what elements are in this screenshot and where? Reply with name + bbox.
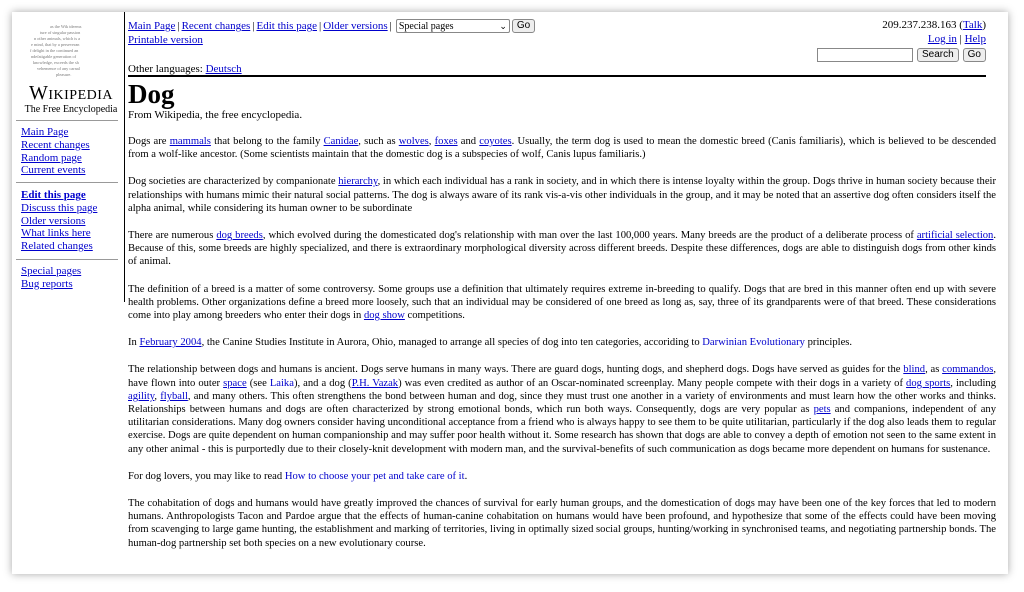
account-links: Log in | Help [927, 33, 986, 45]
text: . Because of this, some breeds are highly specialized, and there is extraordinary morphological diversity across different breeds. Despite these differences, dogs are able to distinguish dogs from other kinds of animal. [128, 230, 997, 268]
top-nav-row [128, 19, 535, 33]
paragraph [128, 363, 996, 455]
search-button[interactable]: Search [917, 48, 959, 62]
user-ip-info: 209.237.238.163 (Talk) [882, 19, 986, 31]
svg-text:ture of singular passion: ture of singular passion [40, 30, 81, 35]
link-dog-sports[interactable]: dog sports [906, 377, 951, 389]
ip-address: 209.237.238.163 [882, 19, 957, 31]
search-form [817, 46, 986, 64]
link-how-to-choose-your-pet[interactable]: How to choose your pet and take care of it [284, 470, 465, 482]
text: In [128, 337, 140, 349]
paragraph [128, 470, 996, 483]
text: , the Canine Studies Institute in Aurora, Ohio, managed to arrange all species of dog into ten categories, accoriding to [201, 337, 703, 349]
paragraph [128, 283, 996, 323]
sidebar-item-older-versions[interactable]: Older versions [21, 214, 86, 227]
link-hierarchy[interactable]: hierarchy [338, 176, 378, 188]
sidebar-nav-group-2 [21, 189, 97, 253]
top-nav-recent-changes[interactable]: Recent changes [181, 20, 251, 32]
paragraph [128, 229, 996, 269]
paragraph [128, 497, 996, 550]
sidebar-divider [16, 182, 118, 183]
help-link[interactable]: Help [964, 33, 986, 45]
text: , including [950, 377, 997, 389]
link-coyotes[interactable]: coyotes [479, 136, 512, 147]
text: , [154, 390, 161, 402]
link-darwinian-evolutionary[interactable]: Darwinian Evolutionary [702, 337, 805, 349]
paragraph [128, 175, 996, 215]
sidebar-item-edit-this-page[interactable]: Edit this page [21, 189, 86, 201]
text: . Usually, the term dog is used to mean the domestic breed (Canis familiaris), which is believed to be descended from a wolf-like ancestor. (Some scientists maintain that the domestic dog is a subspecies of wolf, Canis lupus familiaris.) [128, 136, 997, 161]
text: principles. [804, 337, 853, 349]
header-rule [128, 75, 986, 77]
other-languages-label: Other languages: [128, 63, 203, 75]
link-blind[interactable]: blind [903, 364, 926, 376]
link-flyball[interactable]: flyball [160, 390, 188, 402]
svg-text:pleasure.: pleasure. [56, 72, 72, 77]
link-february-2004[interactable]: February 2004 [139, 337, 202, 349]
sidebar-item-recent-changes[interactable]: Recent changes [21, 138, 90, 151]
text: competitions. [404, 310, 465, 322]
wikipedia-logo-subtitle: The Free Encyclopedia [24, 104, 118, 115]
text: , [428, 136, 435, 147]
link-ph-vazak[interactable]: P.H. Vazak [351, 377, 399, 389]
text: and [457, 136, 480, 147]
site-sub: From Wikipedia, the free encyclopedia. [128, 109, 303, 121]
nav-separator: | [389, 20, 392, 32]
text: , and many others. This often strengthens the bond between human and dog, since they must trust one another in a variety of environments and must learn how the other works and thinks. Relationships between humans and dogs are often characterized by strong emotional bonds, which run both ways. Consequently, dogs are very popular as [128, 390, 996, 416]
sidebar-item-what-links-here[interactable]: What links here [21, 227, 91, 240]
text: ) was even credited as author of an Oscar-nominated screenplay. Many people compete with their dogs in a variety of [398, 377, 907, 389]
paragraph [128, 135, 996, 161]
special-pages-select[interactable] [396, 19, 510, 33]
sidebar-nav-group-1 [21, 126, 90, 177]
sidebar-item-main-page[interactable]: Main Page [21, 126, 69, 138]
chevron-down-icon: ⌄ [499, 21, 507, 32]
link-mammals[interactable]: mammals [169, 136, 211, 147]
login-link[interactable]: Log in [927, 33, 957, 45]
link-agility[interactable]: agility [128, 390, 155, 402]
printable-row [128, 33, 535, 47]
link-laika[interactable]: Laika [269, 377, 294, 389]
text: , which evolved during the domesticated dog's relationship with man over the last 100,000 years. Many breeds are the product of a deliberate process of [262, 230, 917, 242]
article-content [128, 79, 996, 550]
sidebar-item-bug-reports[interactable]: Bug reports [21, 277, 73, 290]
svg-text:knowledge, exceeds the sh: knowledge, exceeds the sh [33, 60, 79, 65]
sidebar-nav-group-3 [21, 265, 81, 291]
sidebar-item-special-pages[interactable]: Special pages [21, 265, 82, 277]
svg-text:n other animals, which is a: n other animals, which is a [34, 36, 81, 41]
link-space[interactable]: space [223, 377, 247, 389]
link-wolves[interactable]: wolves [398, 136, 429, 147]
text: The definition of a breed is a matter of some controversy. Some groups use a definition that ultimately requires extreme in-breeding to qualify. Dogs that are bred in this manner often end up with severe health problems. Other organizations define a breed more loosely, such that an individual may be considered of one breed as long as, say, three of its grandparents were of that breed. These considerations come into play among breeders who enter their dogs in [128, 283, 996, 322]
other-languages [128, 63, 242, 75]
link-foxes[interactable]: foxes [434, 136, 458, 147]
top-nav-older-versions[interactable]: Older versions [323, 20, 388, 32]
text: The cohabitation of dogs and humans would have greatly improved the chances of survival for early human groups, and the domestication of dogs may have been one of the key forces that led to modern humans. Anthropologists Tacon and Pardoe argue that the effects of human-canine cohabitation on humans would have been profound, and hypothesize that some of the effects could have been moving from scavenging to large game hunting, the establishment and marking of territories, living in optimally sized social groups, hunting/working in synchronised teams, and negotiating partnership bonds. The human-dog partnership set both species on a new evolutionary course. [128, 498, 996, 549]
link-pets[interactable]: pets [813, 404, 831, 416]
search-input[interactable] [817, 48, 913, 62]
text: , as [925, 364, 943, 376]
text: ), and a dog ( [293, 377, 352, 389]
language-link-deutsch[interactable]: Deutsch [205, 63, 242, 75]
text: and companions, independent of any utilitarian considerations. Many dog owners consider having unconditional acceptance from a friend who is always happy to see them to be quite utilitarian, particularly if the dog also leads them to regular exercise. Dogs are quite dependent on human companionship and may suffer poor health without it. Some research has shown that dogs are able to convey a depth of emotion not seen to the same extent in any other animal - this is purportedly due to their closely-knit development with modern man, and the survival-benefits of such communication as dogs became more dependent on humans for sustenance. [128, 404, 996, 455]
text: (see [246, 377, 270, 389]
sidebar-divider [16, 120, 118, 121]
top-nav-edit-this-page[interactable]: Edit this page [256, 20, 317, 32]
text: , have flown into outer [128, 364, 996, 389]
link-dog-breeds[interactable]: dog breeds [216, 230, 263, 242]
svg-text:vehemence of any carnal: vehemence of any carnal [37, 66, 80, 71]
text: Dog societies are characterized by companionate [128, 176, 339, 188]
svg-text:ndefatigable generation of: ndefatigable generation of [31, 54, 77, 59]
text: Dogs are [128, 136, 170, 147]
sidebar [12, 12, 125, 302]
text: The relationship between dogs and humans is ancient. Dogs serve humans in many ways. There are guard dogs, hunting dogs, and shepherd dogs. Dogs have served as guides for the [128, 364, 904, 376]
link-commandos[interactable]: commandos [942, 364, 994, 376]
sidebar-item-random-page[interactable]: Random page [21, 151, 82, 164]
link-dog-show[interactable]: dog show [363, 310, 405, 322]
sidebar-item-discuss-this-page[interactable]: Discuss this page [21, 201, 98, 214]
search-go-button[interactable]: Go [963, 48, 986, 62]
sidebar-item-related-changes[interactable]: Related changes [21, 240, 93, 253]
top-nav-main-page[interactable]: Main Page [128, 20, 176, 32]
top-navigation [128, 19, 535, 47]
browser-page [12, 12, 1008, 574]
paragraph [128, 336, 996, 349]
talk-link[interactable]: Talk [962, 19, 983, 31]
text: For dog lovers, you may like to read [128, 470, 285, 482]
text: , such as [358, 136, 399, 147]
printable-version-link[interactable]: Printable version [128, 34, 203, 47]
special-pages-select-value: Special pages [398, 21, 454, 33]
sidebar-divider [16, 259, 118, 260]
nav-separator: | [318, 20, 322, 32]
nav-separator: | [177, 20, 180, 32]
text: that belong to the family [210, 136, 324, 147]
nav-separator: | [252, 20, 255, 32]
svg-text:e mind, that by a perseveran: e mind, that by a perseveran [31, 42, 80, 47]
text: . [464, 470, 468, 482]
wikipedia-logo-title[interactable]: Wikipedia [28, 82, 114, 104]
svg-text:as the Wik tdeems: as the Wik tdeems [50, 24, 82, 29]
sidebar-item-current-events[interactable]: Current events [21, 164, 86, 177]
text: , in which each individual has a rank in society, and in which there is intense loyalty within the group. Dogs thrive in human society because their relationships with humans mimic their natural social patterns. The dog is always aware of its rank vis-a-vis other individuals in the group, and it may be noted that an assertive dog often considers itself the alpha animal, while considering its human owner to be subordinate [128, 176, 996, 214]
page-title: Dog [128, 79, 175, 109]
special-pages-go-button[interactable]: Go [512, 19, 535, 33]
link-artificial-selection[interactable]: artificial selection [916, 230, 994, 242]
text: There are numerous [128, 230, 217, 242]
svg-text:f delight in the continued an: f delight in the continued an [30, 48, 79, 53]
link-canidae[interactable]: Canidae [323, 136, 359, 147]
